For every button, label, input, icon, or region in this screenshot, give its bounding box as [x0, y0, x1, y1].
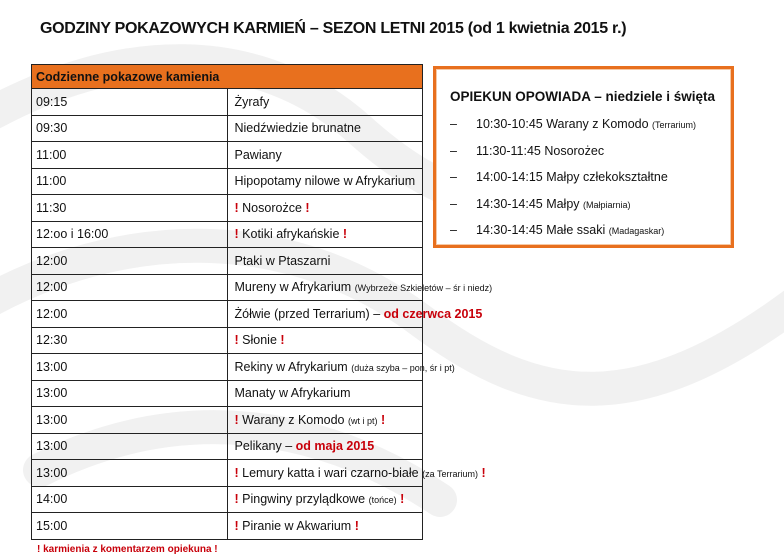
- animal-name: Manaty w Afrykarium: [234, 386, 351, 401]
- feeding-time: 13:00: [32, 380, 228, 407]
- page-title: GODZINY POKAZOWYCH KARMIEŃ – SEZON LETNI 2015 (od 1 kwietnia 2015 r.): [40, 20, 627, 37]
- keeper-talk-item: [450, 144, 604, 158]
- keeper-talk-text: 14:00-14:15 Małpy człekokształtne: [476, 170, 668, 184]
- keeper-talk-text: 14:30-14:45 Małpy: [476, 196, 580, 211]
- alert-mark: !: [481, 465, 486, 480]
- table-row: [32, 89, 423, 116]
- feeding-time: 12:00: [32, 274, 228, 301]
- table-row: [32, 301, 423, 328]
- animal-name: Ptaki w Ptaszarni: [234, 253, 331, 268]
- keeper-talk-item: [450, 197, 631, 211]
- table-row: [32, 327, 423, 354]
- keeper-talk-text: 11:30-11:45 Nosorożec: [476, 143, 605, 158]
- feeding-animal: [227, 89, 423, 116]
- feeding-animal: [227, 248, 423, 275]
- alert-mark: !: [280, 333, 285, 348]
- alert-mark: !: [234, 492, 239, 507]
- animal-note: (Wybrzeże Szkieletów – śr i niedz): [354, 283, 493, 294]
- alert-mark: !: [400, 492, 405, 507]
- feeding-schedule-table: [31, 64, 493, 540]
- alert-mark: !: [342, 227, 348, 242]
- animal-name: Pelikany –: [234, 439, 293, 454]
- table-row: [32, 142, 423, 169]
- feeding-animal: [227, 274, 493, 301]
- table-row: [32, 274, 423, 301]
- animal-name: Rekiny w Afrykarium: [234, 359, 348, 374]
- animal-note: (duża szyba – pon, śr i pt): [351, 362, 455, 373]
- table-row: [32, 460, 423, 487]
- feeding-animal: [227, 168, 423, 195]
- feeding-animal: [227, 433, 423, 460]
- table-row: [32, 407, 423, 434]
- table-row: [32, 354, 423, 381]
- feeding-time: 15:00: [32, 513, 228, 540]
- feeding-time: 13:00: [32, 407, 228, 434]
- list-dash: –: [450, 170, 457, 184]
- feeding-animal: [227, 354, 455, 381]
- feeding-time: 12:00: [32, 301, 228, 328]
- table-header: Codzienne pokazowe kamienia: [32, 65, 423, 89]
- table-row: [32, 513, 423, 540]
- feeding-time: 11:00: [32, 168, 228, 195]
- feeding-animal: [227, 407, 423, 434]
- feeding-time: 11:00: [32, 142, 228, 169]
- feeding-animal: [227, 380, 423, 407]
- animal-name: Warany z Komodo: [242, 412, 345, 427]
- alert-mark: !: [305, 200, 310, 215]
- list-dash: –: [450, 117, 457, 131]
- list-dash: –: [450, 223, 457, 237]
- feeding-time: 12:30: [32, 327, 228, 354]
- feeding-time: 14:00: [32, 486, 228, 513]
- feeding-time: 13:00: [32, 433, 228, 460]
- feeding-time: 12:00: [32, 248, 228, 275]
- table-row: [32, 195, 423, 222]
- start-date: od maja 2015: [295, 439, 375, 454]
- feeding-time: 12:oo i 16:00: [32, 221, 228, 248]
- animal-name: Lemury katta i wari czarno-białe: [242, 465, 419, 480]
- animal-name: Kotiki afrykańskie: [242, 227, 340, 242]
- start-date: od czerwca 2015: [383, 306, 483, 321]
- list-dash: –: [450, 143, 457, 158]
- table-header-row: [32, 65, 423, 89]
- feeding-time: 13:00: [32, 460, 228, 487]
- animal-note: (za Terrarium): [422, 468, 478, 479]
- list-dash: –: [450, 196, 457, 211]
- alert-mark: !: [234, 200, 239, 215]
- keeper-talk-location: (Terrarium): [652, 120, 697, 130]
- keeper-talk-item: [450, 117, 696, 131]
- feeding-animal: [227, 195, 423, 222]
- keeper-talk-text: 14:30-14:45 Małe ssaki: [476, 223, 606, 237]
- keeper-talk-location: (Małpiarnia): [583, 199, 631, 210]
- alert-mark: !: [381, 412, 386, 427]
- feeding-animal: [227, 221, 423, 248]
- alert-mark: !: [354, 518, 359, 533]
- animal-name: Nosorożce: [242, 200, 302, 215]
- keeper-talk-location: (Madagaskar): [608, 226, 665, 236]
- keeper-talks-title: OPIEKUN OPOWIADA – niedziele i święta: [450, 89, 716, 104]
- table-row: [32, 115, 423, 142]
- table-row: [32, 433, 423, 460]
- feeding-animal: [227, 115, 423, 142]
- feeding-time: 09:30: [32, 115, 228, 142]
- alert-mark: !: [234, 333, 239, 348]
- table-row: [32, 221, 423, 248]
- alert-mark: !: [234, 465, 239, 480]
- feeding-animal: [227, 142, 423, 169]
- animal-name: Pingwiny przylądkowe: [242, 492, 366, 507]
- feeding-animal: [227, 460, 486, 487]
- keeper-talk-item: [450, 223, 664, 237]
- feeding-animal: [227, 327, 423, 354]
- alert-mark: !: [234, 518, 239, 533]
- animal-name: Mureny w Afrykarium: [234, 280, 352, 295]
- table-row: [32, 486, 423, 513]
- animal-name: Piranie w Akwarium: [242, 518, 352, 533]
- keeper-talks-box: [433, 66, 734, 248]
- table-row: [32, 248, 423, 275]
- feeding-animal: [227, 301, 483, 328]
- table-row: [32, 168, 423, 195]
- animal-name: Hipopotamy nilowe w Afrykarium: [234, 174, 416, 189]
- animal-note: (tońce): [368, 495, 397, 506]
- animal-name: Żółwie (przed Terrarium) –: [234, 306, 381, 321]
- animal-name: Niedźwiedzie brunatne: [234, 121, 361, 136]
- feeding-time: 09:15: [32, 89, 228, 116]
- animal-name: Żyrafy: [234, 94, 270, 109]
- feeding-time: 13:00: [32, 354, 228, 381]
- feeding-animal: [227, 486, 423, 513]
- animal-name: Słonie: [242, 333, 277, 348]
- feeding-time: 11:30: [32, 195, 228, 222]
- feeding-animal: [227, 513, 423, 540]
- comment-note: ! karmienia z komentarzem opiekuna !: [37, 544, 218, 555]
- animal-name: Pawiany: [234, 147, 282, 162]
- keeper-talk-item: [450, 170, 668, 184]
- alert-mark: !: [234, 412, 239, 427]
- keeper-talk-text: 10:30-10:45 Warany z Komodo: [476, 117, 649, 131]
- animal-note: (wt i pt): [348, 415, 378, 426]
- alert-mark: !: [234, 227, 239, 242]
- table-row: [32, 380, 423, 407]
